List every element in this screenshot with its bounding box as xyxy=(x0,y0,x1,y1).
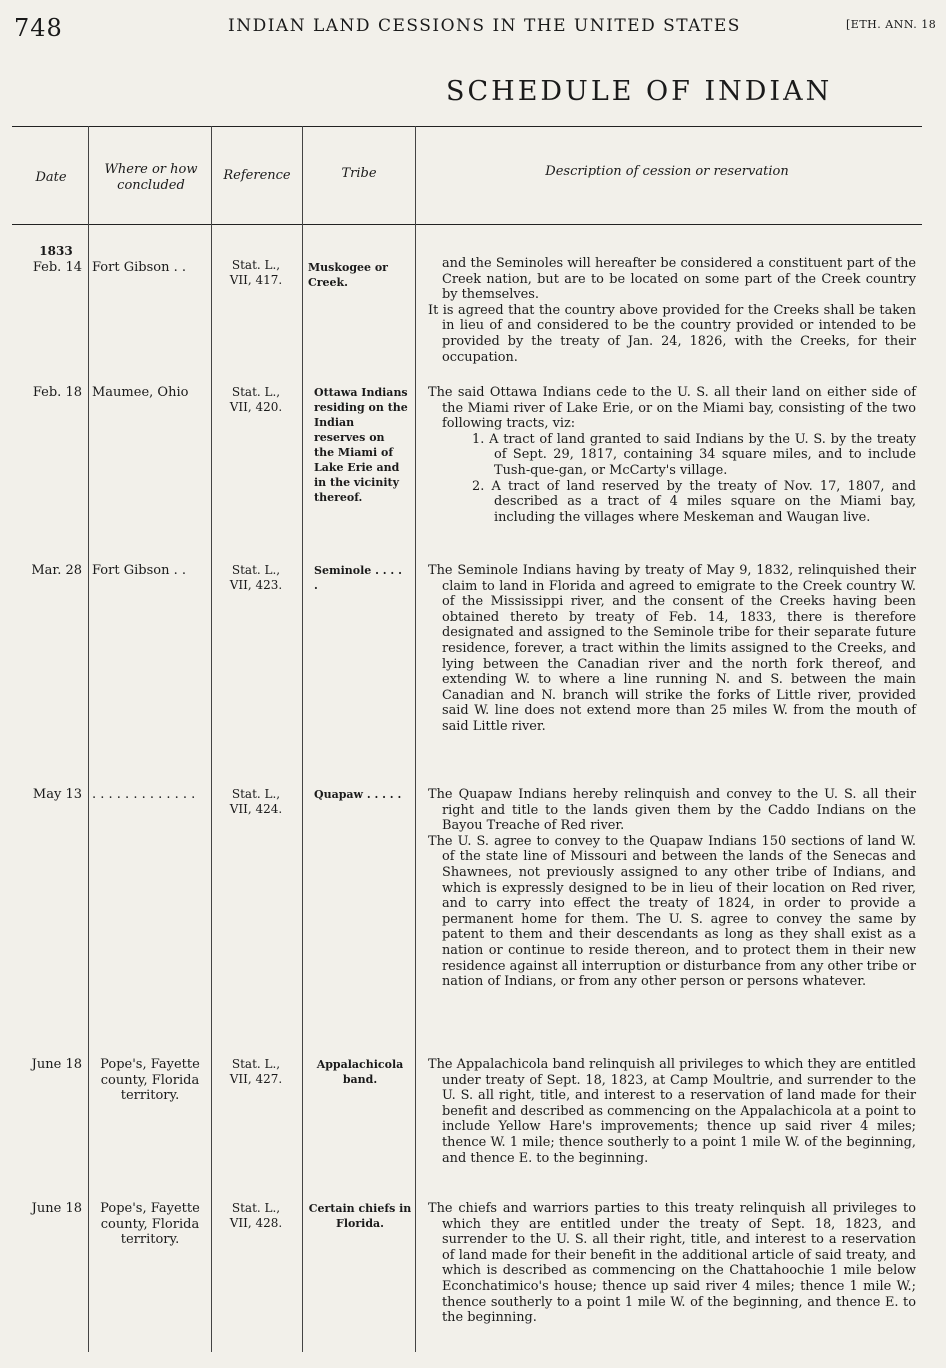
schedule-title: SCHEDULE OF INDIAN xyxy=(446,76,833,107)
place-cell: Fort Gibson . . xyxy=(92,563,186,578)
description-cell xyxy=(428,563,916,735)
tribe-cell: Certain chiefs in Florida. xyxy=(308,1202,412,1230)
reference-line: VII, 423. xyxy=(229,578,283,592)
reference-line: VII, 424. xyxy=(229,802,283,816)
header-bottom-rule xyxy=(12,224,922,225)
running-title: INDIAN LAND CESSIONS IN THE UNITED STATES xyxy=(228,16,741,36)
date-cell: June 18 xyxy=(31,1057,82,1072)
tribe-cell: Quapaw . . . . . xyxy=(314,788,402,801)
reference-cell xyxy=(214,563,298,593)
description-paragraph: and the Seminoles will hereafter be considered a constituent part of the Creek nation, but are to be located on some part of the Creek country by themselves. xyxy=(442,256,916,303)
place-cell: Maumee, Ohio xyxy=(92,385,189,400)
reference-line: Stat. L., xyxy=(231,563,281,577)
reference-cell xyxy=(214,258,298,288)
list-item: 1. A tract of land granted to said Indians by the U. S. by the treaty of Sept. 29, 1817, containing 34 square miles, and to include Tush-que-gan, or McCarty's village. xyxy=(472,431,916,478)
description-paragraph: The Quapaw Indians hereby relinquish and convey to the U. S. all their right and title to the lands given them by the Caddo Indians on the Bayou Treache of Red river. xyxy=(428,787,916,834)
tribe-cell: Appalachicola band. xyxy=(316,1058,404,1086)
page-number: 748 xyxy=(14,14,63,42)
description-cell xyxy=(428,1201,916,1326)
running-tag: [ETH. ANN. 18 xyxy=(846,18,937,31)
reference-cell xyxy=(214,787,298,817)
column-header-tribe: Tribe xyxy=(341,166,377,181)
place-cell: Pope's, Fayette county, Florida territory. xyxy=(100,1201,200,1247)
reference-line: VII, 420. xyxy=(229,400,283,414)
reference-line: VII, 427. xyxy=(229,1072,283,1086)
column-header-place: Where or how concluded xyxy=(104,162,198,193)
description-cell xyxy=(428,787,916,990)
description-cell xyxy=(428,256,916,365)
description-paragraph: The said Ottawa Indians cede to the U. S. all their land on either side of the Miami river of Lake Erie, or on the Miami bay, consisting of the two following tracts, viz: xyxy=(428,385,916,432)
column-divider xyxy=(88,126,89,1352)
column-header-date: Date xyxy=(35,170,67,185)
reference-line: VII, 428. xyxy=(229,1216,283,1230)
description-paragraph: The Appalachicola band relinquish all privileges to which they are entitled under treaty of Sept. 18, 1823, at Camp Moultrie, and surrender to the U. S. all right, title, and interest to a reservation of land made for their benefit and described as commencing on the Appalachicola at a point to include Yellow Hare's improvements; thence up said river 4 miles; thence W. 1 mile; thence southerly to a point 1 mile W. of the beginning, and thence E. to the beginning. xyxy=(428,1057,916,1166)
description-paragraph: The chiefs and warriors parties to this treaty relinquish all privileges to which they are entitled under the treaty of Sept. 18, 1823, and surrender to the U. S. all their right, title, and interest to a reservation of land made for their benefit in the additional article of said treaty, and which is described as commencing on the Chattahoochie 1 mile below Econchatimico's house; thence up said river 4 miles; thence 1 mile W.; thence southerly to a point 1 mile W. of the beginning, and thence E. to the beginning. xyxy=(428,1201,916,1326)
column-divider xyxy=(415,126,416,1352)
reference-line: Stat. L., xyxy=(231,385,281,399)
description-paragraph: The U. S. agree to convey to the Quapaw Indians 150 sections of land W. of the state line of Missouri and between the lands of the Senecas and Shawnees, not previously assigned to any other tribe of Indians, and which is expressly designed to be in lieu of their location on Red river, and to carry into effect the treaty of 1824, in order to provide a permanent home for them. The U. S. agree to convey the same by patent to them and their descendants as long as they shall exist as a nation or continue to reside thereon, and to protect them in their new residence against all interruption or disturbance from any other tribe or nation of Indians, or from any other person or persons whatever. xyxy=(428,833,916,990)
column-header-reference: Reference xyxy=(223,168,291,183)
reference-cell xyxy=(214,1201,298,1231)
description-cell xyxy=(428,1057,916,1166)
date-cell: Feb. 18 xyxy=(32,385,82,400)
table-top-rule xyxy=(12,126,922,127)
reference-cell xyxy=(214,385,298,415)
reference-line: Stat. L., xyxy=(231,1201,281,1215)
column-header-description: Description of cession or reservation xyxy=(545,164,789,179)
place-cell: Fort Gibson . . xyxy=(92,260,186,275)
date-cell: May 13 xyxy=(32,787,82,802)
date-cell: Mar. 28 xyxy=(31,563,82,578)
place-cell: Pope's, Fayette county, Florida territory. xyxy=(100,1057,200,1103)
date-cell: June 18 xyxy=(31,1201,82,1216)
reference-line: VII, 417. xyxy=(229,273,283,287)
reference-line: Stat. L., xyxy=(231,1057,281,1071)
description-paragraph: It is agreed that the country above provided for the Creeks shall be taken in lieu of and considered to be the country provided or intended to be provided by the treaty of Jan. 24, 1826, with the Creeks, for their occupation. xyxy=(428,302,916,365)
year-label: 1833 xyxy=(39,244,73,258)
reference-cell xyxy=(214,1057,298,1087)
date-value: Feb. 14 xyxy=(32,259,82,275)
list-item: 2. A tract of land reserved by the treaty of Nov. 17, 1807, and described as a tract of 4 miles square on the Miami bay, including the villages where Meskeman and Waugan live. xyxy=(472,478,916,525)
description-paragraph: The Seminole Indians having by treaty of May 9, 1832, relinquished their claim to land in Florida and agreed to emigrate to the Creek country W. of the Mississippi river, and the consent of the Creeks having been obtained thereto by treaty of Feb. 14, 1833, there is therefore designated and assigned to the Seminole tribe for their separate future residence, forever, a tract within the limits assigned to the Creeks, and lying between the Canadian river and the north fork thereof, and extending W. to where a line running N. and S. between the main Canadian and N. branch will strike the forks of Little river, provided said W. line does not extend more than 25 miles W. from the mouth of said Little river. xyxy=(428,563,916,734)
tribe-cell: Muskogee or Creek. xyxy=(308,261,388,289)
description-cell xyxy=(428,385,916,525)
tribe-cell: Ottawa Indians residing on the Indian reserves on the Miami of Lake Erie and in the vicinity thereof. xyxy=(314,386,408,504)
date-cell xyxy=(12,244,82,275)
reference-line: Stat. L., xyxy=(231,787,281,801)
tribe-cell: Seminole . . . . . xyxy=(314,564,402,592)
place-cell: . . . . . . . . . . . . . xyxy=(92,787,196,802)
column-divider xyxy=(302,126,303,1352)
reference-line: Stat. L., xyxy=(231,258,281,272)
column-divider xyxy=(211,126,212,1352)
